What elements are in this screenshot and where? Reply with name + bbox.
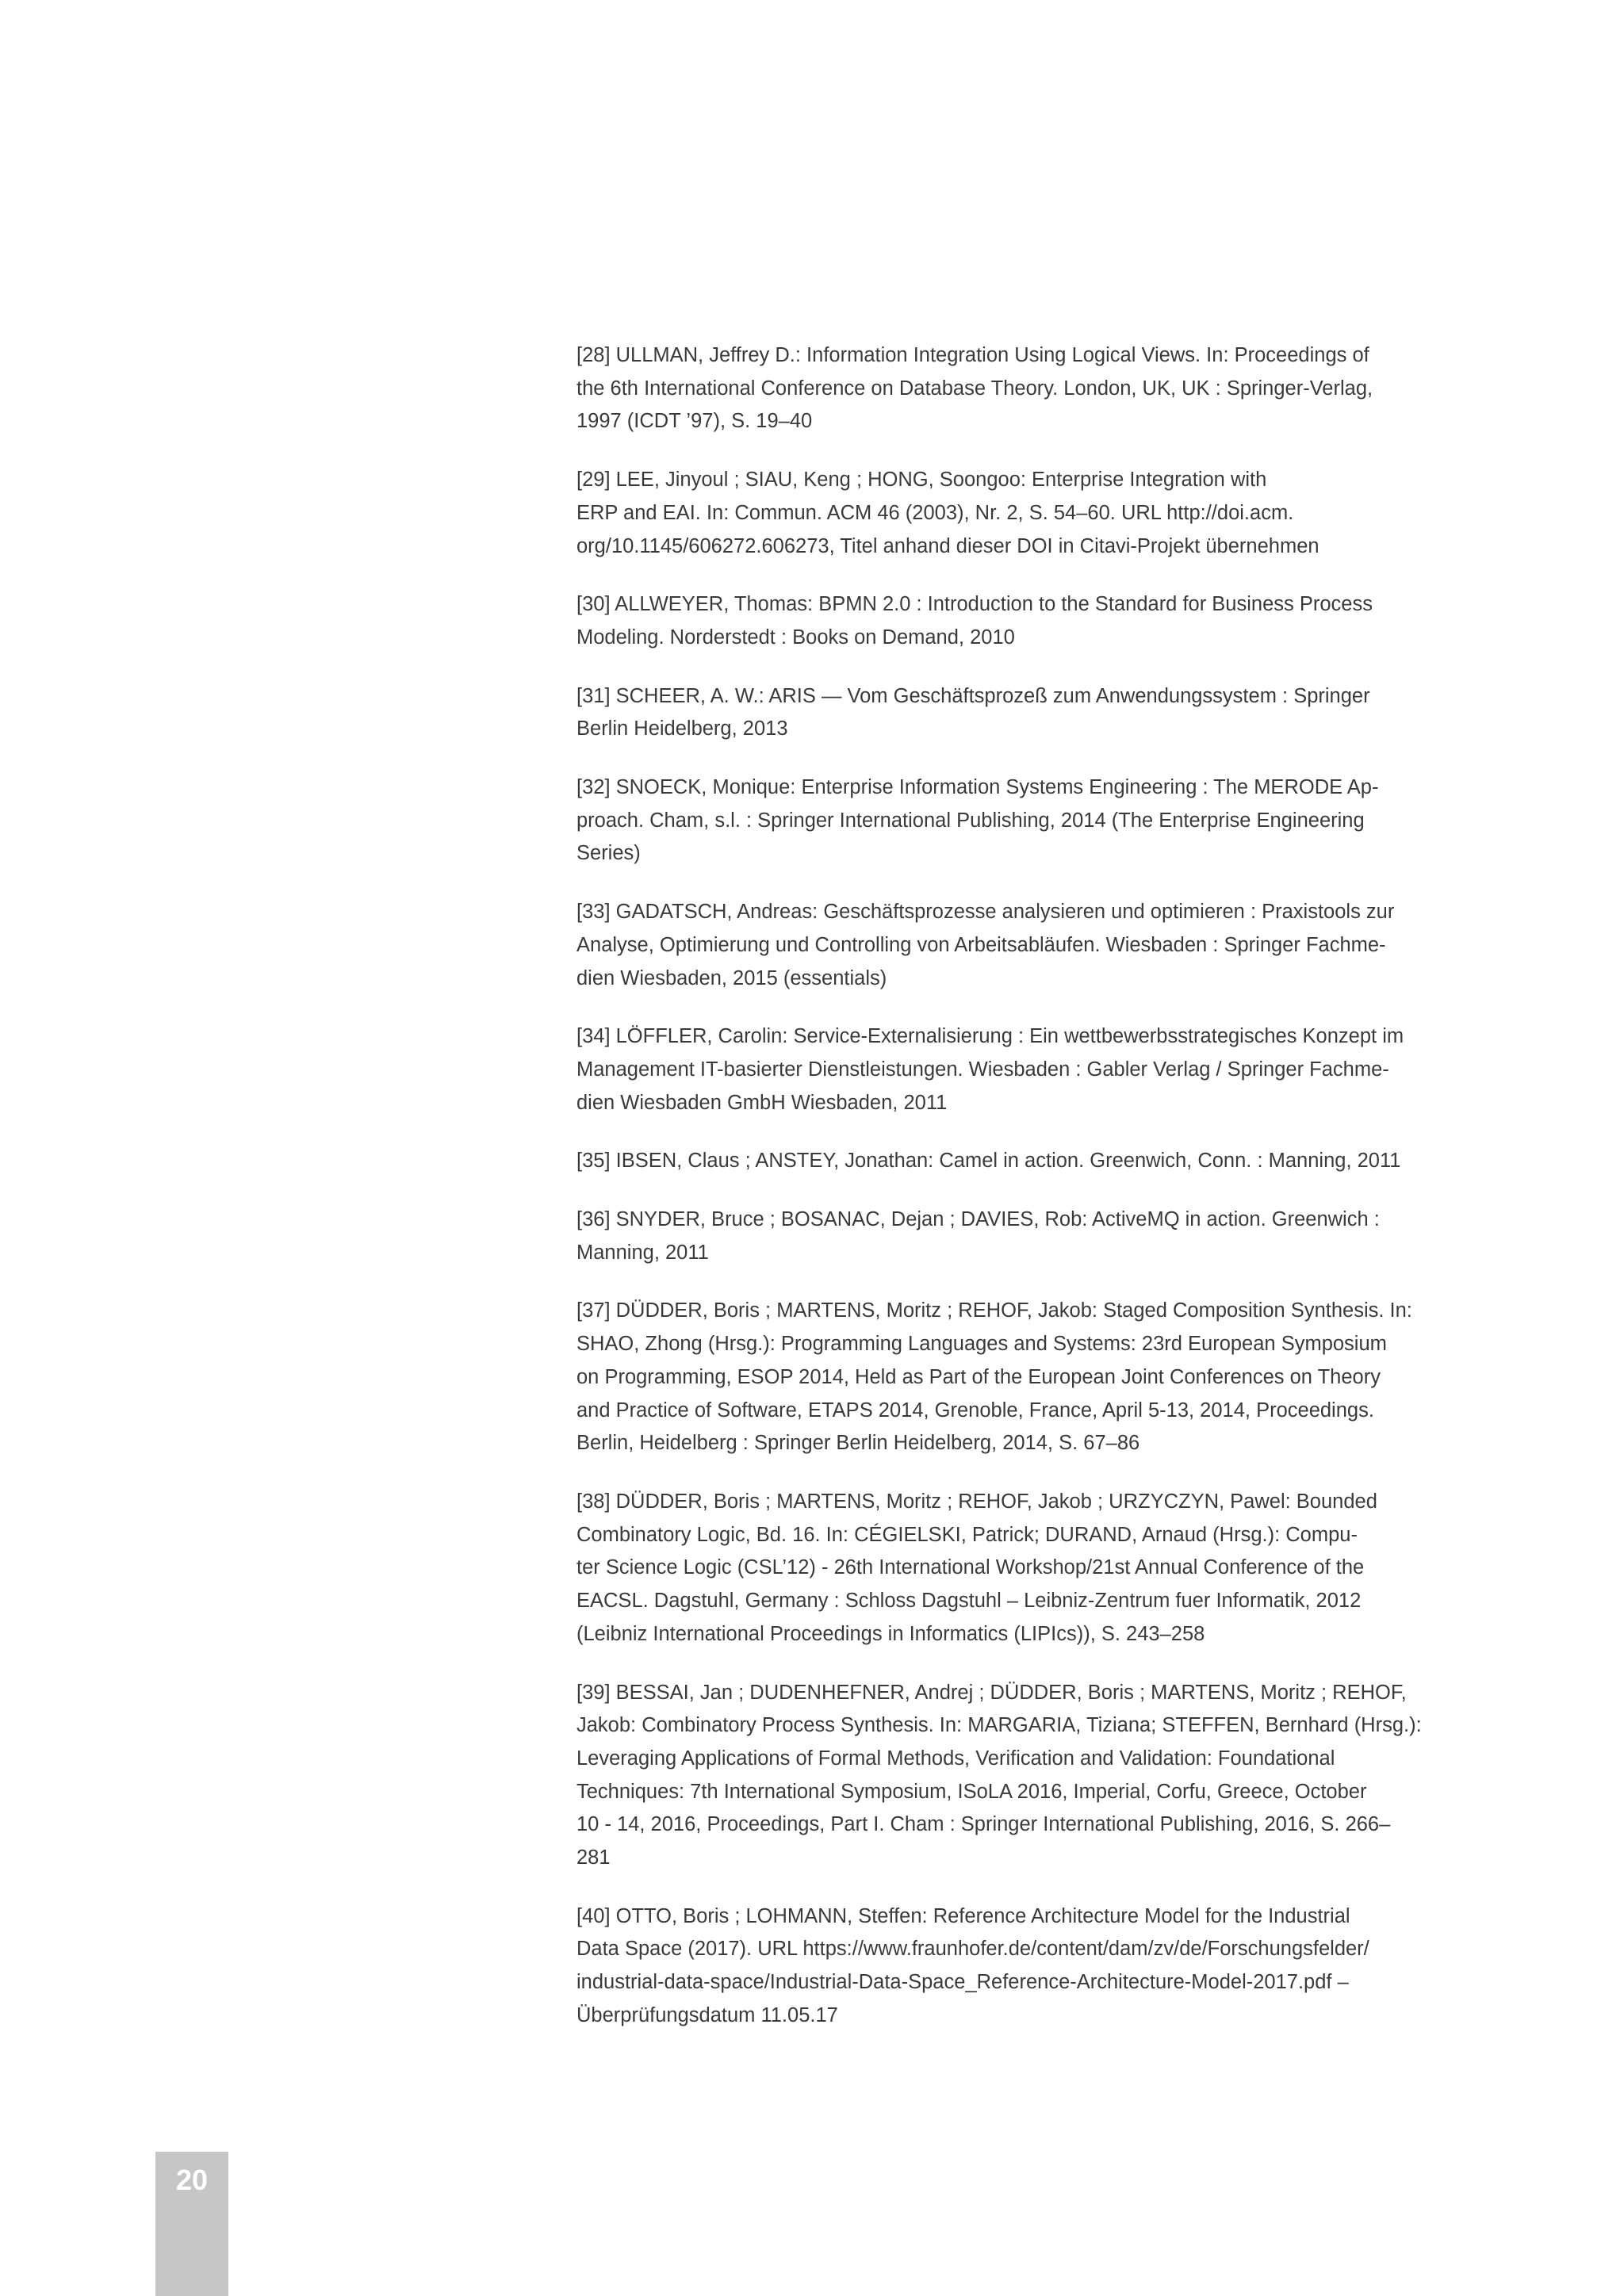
reference-28: [28] ULLMAN, Jeffrey D.: Information Integration Using Logical Views. In: Proceedings of the 6th International Conference on Database Theory. London, UK, UK : Springer-Verlag, 1997 (ICDT ’97), S. 19–40	[576, 344, 1373, 433]
reference-31: [31] SCHEER, A. W.: ARIS — Vom Geschäftsprozeß zum Anwendungssystem : Springer Berlin Heidelberg, 2013	[576, 684, 1370, 740]
reference-list	[576, 339, 1441, 2058]
reference-40: [40] OTTO, Boris ; LOHMANN, Steffen: Reference Architecture Model for the Industrial Data Space (2017). URL https://www.fraunhofer.de/content/dam/zv/de/Forschungsfelder/ industrial-data-space/Industrial-Data-Space_Reference-Architecture-Model-2017.pdf – Überprüfungsdatum 11.05.17	[576, 1904, 1369, 2026]
reference-30: [30] ALLWEYER, Thomas: BPMN 2.0 : Introduction to the Standard for Business Process Modeling. Norderstedt : Books on Demand, 2010	[576, 593, 1373, 649]
reference-38: [38] DÜDDER, Boris ; MARTENS, Moritz ; REHOF, Jakob ; URZYCZYN, Pawel: Bounded Combinatory Logic, Bd. 16. In: CÉGIELSKI, Patrick; DURAND, Arnaud (Hrsg.): Compu- ter Science Logic (CSL’12) - 26th International Workshop/21st Annual Conference of the EACSL. Dagstuhl, Germany : Schloss Dagstuhl – Leibniz-Zentrum fuer Informatik, 2012 (Leibniz International Proceedings in Informatics (LIPIcs)), S. 243–258	[576, 1490, 1377, 1645]
reference-33: [33] GADATSCH, Andreas: Geschäftsprozesse analysieren und optimieren : Praxistools zur Analyse, Optimierung und Controlling von Arbeitsabläufen. Wiesbaden : Springer Fachme- dien Wiesbaden, 2015 (essentials)	[576, 901, 1395, 989]
reference-36: [36] SNYDER, Bruce ; BOSANAC, Dejan ; DAVIES, Rob: ActiveMQ in action. Greenwich : Manning, 2011	[576, 1208, 1380, 1264]
reference-32: [32] SNOECK, Monique: Enterprise Information Systems Engineering : The MERODE Ap- proach. Cham, s.l. : Springer International Publishing, 2014 (The Enterprise Engineering Series)	[576, 776, 1379, 865]
reference-29: [29] LEE, Jinyoul ; SIAU, Keng ; HONG, Soongoo: Enterprise Integration with ERP and EAI. In: Commun. ACM 46 (2003), Nr. 2, S. 54–60. URL http://doi.acm. org/10.1145/606272.606273, Titel anhand dieser DOI in Citavi-Projekt übernehmen	[576, 469, 1320, 557]
page-number: 20	[175, 2164, 209, 2196]
reference-39: [39] BESSAI, Jan ; DUDENHEFNER, Andrej ; DÜDDER, Boris ; MARTENS, Moritz ; REHOF, Jakob: Combinatory Process Synthesis. In: MARGARIA, Tiziana; STEFFEN, Bernhard (Hrsg.): Leveraging Applications of Formal Methods, Verification and Validation: Foundational Techniques: 7th International Symposium, ISoLA 2016, Imperial, Corfu, Greece, October 10 - 14, 2016, Proceedings, Part I. Cham : Springer International Publishing, 2016, S. 266– 281	[576, 1681, 1422, 1869]
reference-34: [34] LÖFFLER, Carolin: Service-Externalisierung : Ein wettbewerbsstrategisches Konzept im Management IT-basierter Dienstleistungen. Wiesbaden : Gabler Verlag / Springer Fachme- dien Wiesbaden GmbH Wiesbaden, 2011	[576, 1025, 1404, 1114]
reference-35: [35] IBSEN, Claus ; ANSTEY, Jonathan: Camel in action. Greenwich, Conn. : Manning, 2011	[576, 1150, 1401, 1173]
page-number-tab	[155, 2152, 228, 2296]
reference-37: [37] DÜDDER, Boris ; MARTENS, Moritz ; REHOF, Jakob: Staged Composition Synthesis. In: SHAO, Zhong (Hrsg.): Programming Languages and Systems: 23rd European Symposium on Programming, ESOP 2014, Held as Part of the European Joint Conferences on Theory and Practice of Software, ETAPS 2014, Grenoble, France, April 5-13, 2014, Proceedings. Berlin, Heidelberg : Springer Berlin Heidelberg, 2014, S. 67–86	[576, 1299, 1412, 1455]
